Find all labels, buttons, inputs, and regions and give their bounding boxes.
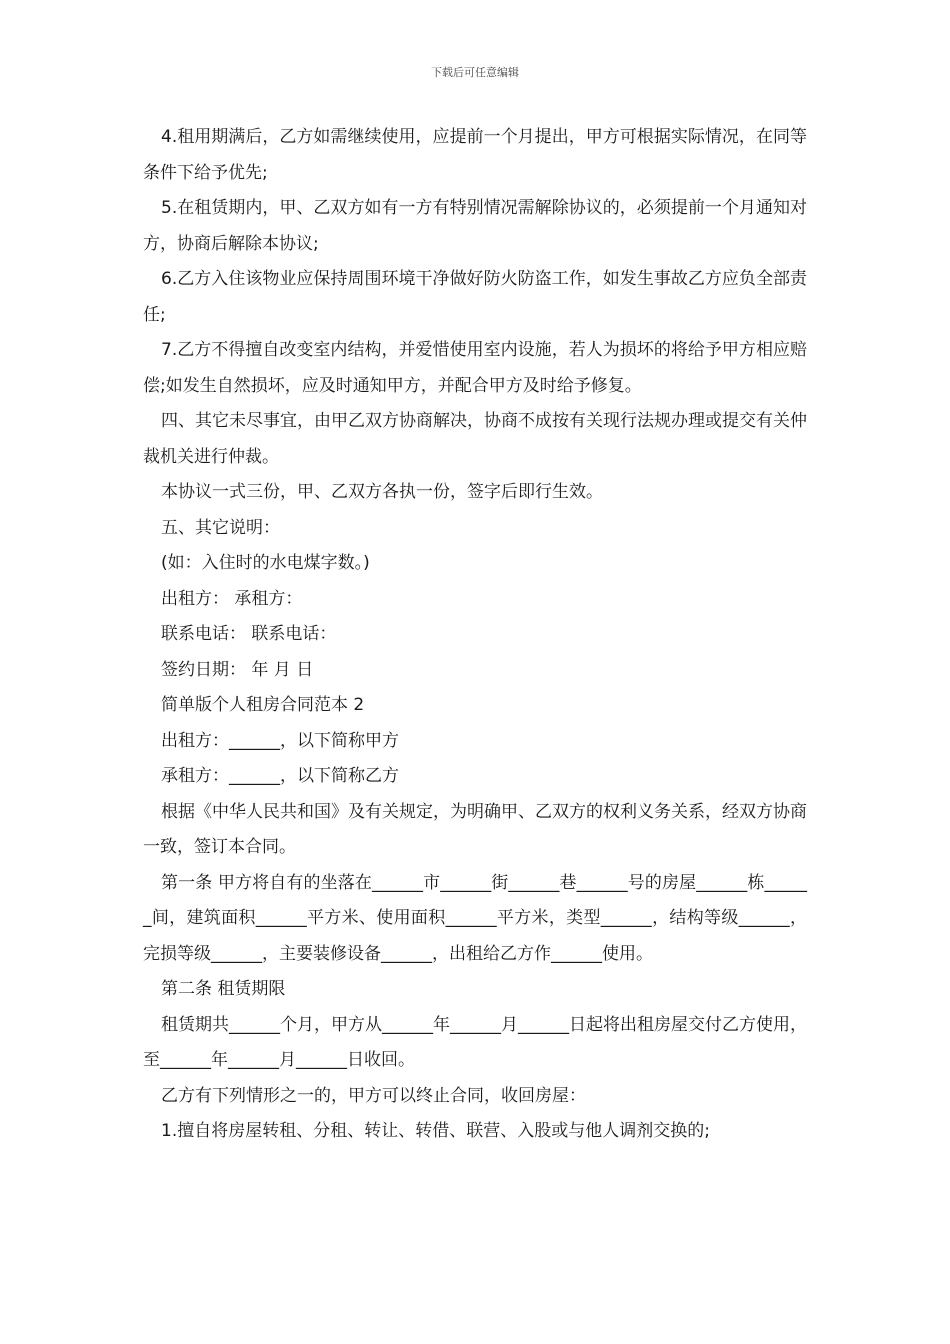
preamble: 根据《中华人民共和国》及有关规定，为明确甲、乙双方的权利义务关系，经双方协商一致，签订本合同。 (143, 801, 807, 857)
section-5-note: (如：入住时的水电煤字数。) (161, 553, 370, 573)
document-body (143, 120, 807, 1150)
lessor-line: 出租方：______，以下简称甲方 (161, 730, 399, 751)
lessee-line: 承租方：______，以下简称乙方 (161, 766, 399, 786)
article-1: 第一条 甲方将自有的坐落在______市______街______巷______号的房屋______栋______间，建筑面积______平方米、使用面积______平方米，类型______，结构等级______，完损等级______，主要装修设备______，出租给乙方作______使用。 (143, 872, 807, 964)
clause-5-termination: 5.在租赁期内，甲、乙双方如有一方有特别情况需解除协议的，必须提前一个月通知对方，协商后解除本协议; (143, 198, 807, 254)
page-header: 下载后可任意编辑 (431, 66, 519, 79)
termination-condition-1: 1.擅自将房屋转租、分租、转让、转借、联营、入股或与他人调剂交换的; (161, 1121, 710, 1141)
clause-7-structure: 7.乙方不得擅自改变室内结构，并爱惜使用室内设施，若人为损坏的将给予甲方相应赔偿;如发生自然损坏，应及时通知甲方，并配合甲方及时给予修复。 (143, 340, 807, 396)
contract-2-title: 简单版个人租房合同范本 2 (161, 695, 365, 715)
article-2-term: 租赁期共______个月，甲方从______年______月______日起将出租房屋交付乙方使用，至______年______月______日收回。 (143, 1014, 807, 1070)
article-2-heading: 第二条 租赁期限 (161, 979, 286, 999)
section-5-heading: 五、其它说明： (161, 517, 280, 538)
clause-4-renewal: 4.租用期满后，乙方如需继续使用，应提前一个月提出，甲方可根据实际情况，在同等条件下给予优先; (143, 127, 807, 183)
signature-phones: 联系电话： 联系电话： (161, 624, 337, 644)
signature-parties: 出租方： 承租方： (161, 588, 303, 609)
signature-date: 签约日期： 年 月 日 (161, 659, 314, 680)
section-4-other-matters: 四、其它未尽事宜，由甲乙双方协商解决，协商不成按有关现行法规办理或提交有关仲裁机关进行仲裁。 (143, 411, 807, 467)
termination-conditions: 乙方有下列情形之一的，甲方可以终止合同，收回房屋： (161, 1085, 586, 1106)
clause-6-safety: 6.乙方入住该物业应保持周围环境干净做好防火防盗工作，如发生事故乙方应负全部责任; (143, 269, 807, 325)
copies-statement: 本协议一式三份，甲、乙双方各执一份，签字后即行生效。 (161, 482, 603, 502)
